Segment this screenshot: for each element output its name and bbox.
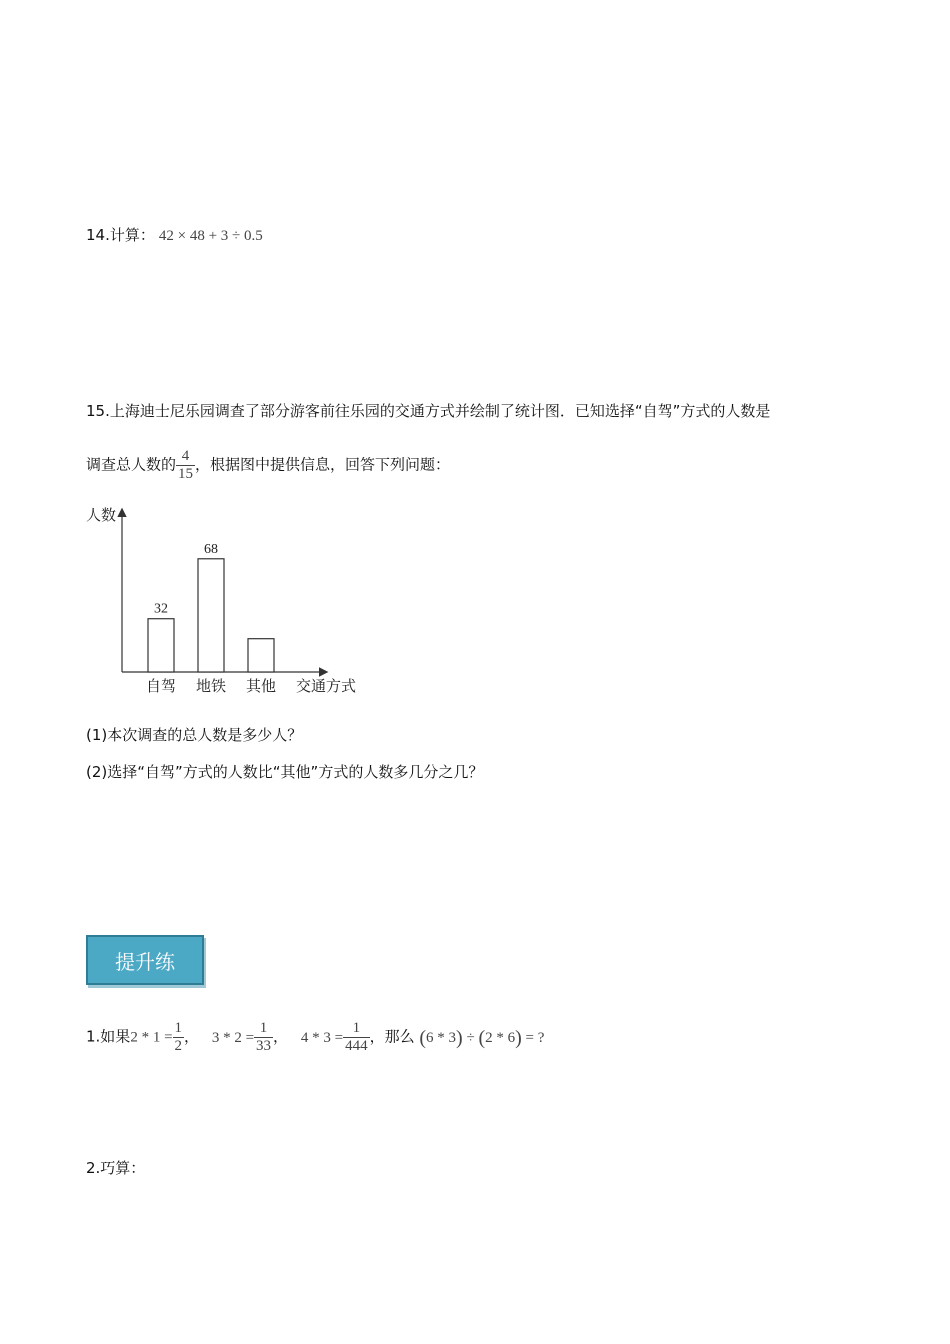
p1-prefix: 1.如果 xyxy=(86,1027,131,1046)
p1-eq1-frac xyxy=(173,1020,185,1054)
q14-expression: 42 × 48 + 3 ÷ 0.5 xyxy=(158,228,263,244)
bars-group xyxy=(146,542,276,695)
section-banner xyxy=(86,935,204,985)
problem-1 xyxy=(86,1020,544,1054)
category-label-3: 其他 xyxy=(245,677,277,695)
p1-eq2-frac xyxy=(254,1020,273,1054)
p1-tail: = ? xyxy=(525,1029,545,1046)
p1-eq1-den: 2 xyxy=(174,1037,183,1054)
bar-value-label-1: 32 xyxy=(154,601,168,617)
section-banner-label: 提升练 xyxy=(115,949,175,974)
problem-2: 2.巧算： xyxy=(86,1159,146,1177)
bar-value-label-2: 68 xyxy=(204,541,218,557)
question-14 xyxy=(86,224,263,245)
question-15-line2 xyxy=(86,448,450,482)
p1-sep2: ， xyxy=(273,1027,289,1046)
p1-eq2-num: 1 xyxy=(259,1020,268,1036)
p1-question-expr: (6 * 3) ÷ (2 * 6) = ? xyxy=(419,1026,545,1049)
question-15-sub1: (1)本次调查的总人数是多少人？ xyxy=(86,726,303,744)
p1-sep1: ， xyxy=(184,1027,200,1046)
p1-eq1-lhs: 2 * 1 = xyxy=(130,1029,173,1046)
p1-eq3-den: 444 xyxy=(345,1037,368,1054)
p1-sep3: ， xyxy=(369,1027,385,1046)
y-axis-label: 人数 xyxy=(86,506,117,524)
p1-divide-sign: ÷ xyxy=(466,1029,475,1046)
p1-then: 那么 xyxy=(384,1027,415,1046)
bar-1 xyxy=(148,619,174,672)
q15-line2-suffix: ，根据图中提供信息，回答下列问题： xyxy=(195,455,451,474)
q15-fraction xyxy=(176,448,195,482)
q15-frac-den: 15 xyxy=(178,465,194,482)
question-15-line1: 15.上海迪士尼乐园调查了部分游客前往乐园的交通方式并绘制了统计图．已知选择“自驾”方式的人数是 xyxy=(86,402,771,420)
p1-eq3-lhs: 4 * 3 = xyxy=(300,1029,344,1046)
p1-eq2-lhs: 3 * 2 = xyxy=(211,1029,255,1046)
p1-group1: 6 * 3 xyxy=(426,1029,457,1046)
q14-label: 14.计算： xyxy=(86,226,155,244)
p1-eq3-num: 1 xyxy=(352,1020,361,1036)
p1-group2: 2 * 6 xyxy=(485,1029,516,1046)
question-15-sub2: (2)选择“自驾”方式的人数比“其他”方式的人数多几分之几？ xyxy=(86,763,484,781)
transport-bar-chart xyxy=(80,500,380,700)
p1-eq3-frac xyxy=(343,1020,370,1054)
q15-frac-num: 4 xyxy=(181,448,190,464)
x-axis-label: 交通方式 xyxy=(296,677,357,695)
p1-eq2-den: 33 xyxy=(256,1037,272,1054)
q15-line2-prefix: 调查总人数的 xyxy=(86,455,177,474)
p1-eq1-num: 1 xyxy=(174,1020,183,1036)
bar-2 xyxy=(198,559,224,672)
category-label-2: 地铁 xyxy=(195,677,227,695)
category-label-1: 自驾 xyxy=(145,677,177,695)
bar-3 xyxy=(248,639,274,672)
